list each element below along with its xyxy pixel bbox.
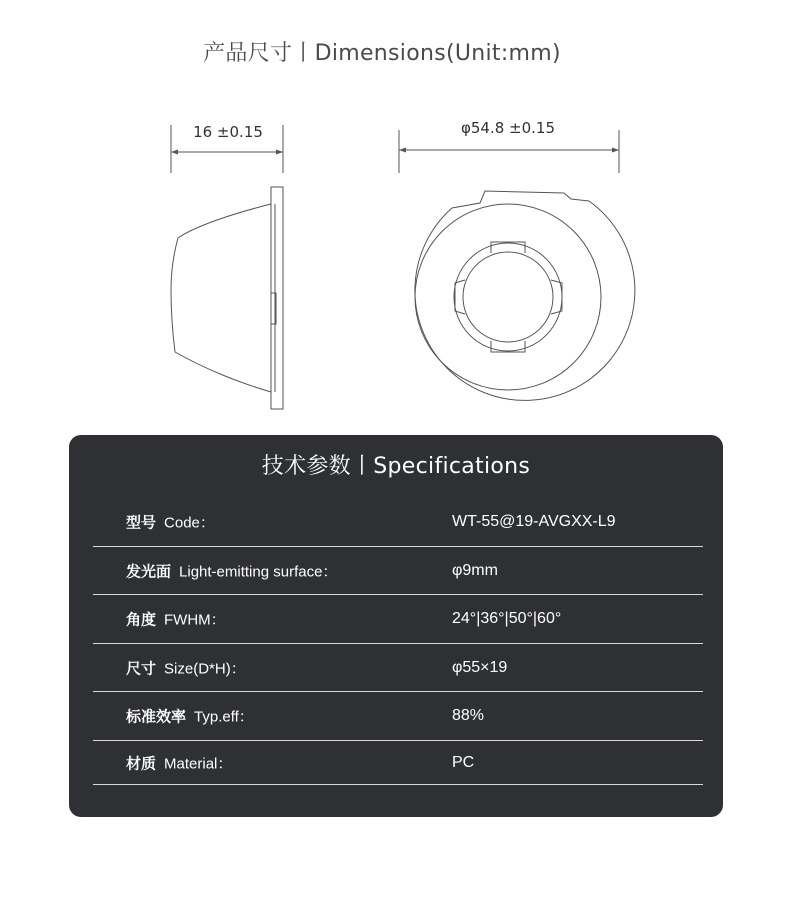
spec-value: PC xyxy=(452,753,475,771)
spec-label-zh: 角度 xyxy=(126,610,157,629)
spec-label-zh: 发光面 xyxy=(126,562,172,580)
spec-label xyxy=(126,560,337,581)
spec-label-en: Light-emitting surface： xyxy=(179,563,338,580)
lens-front-view xyxy=(415,191,635,400)
spec-label-en: Size(D*H)： xyxy=(164,660,246,677)
spec-label xyxy=(126,512,215,533)
spec-value: WT-55@19-AVGXX-L9 xyxy=(452,513,616,530)
spec-label xyxy=(126,657,246,678)
lens-side-view xyxy=(171,187,283,409)
spec-label-en: Typ.eff： xyxy=(194,708,254,726)
technical-drawing xyxy=(0,0,790,430)
spec-label-zh: 尺寸 xyxy=(126,659,157,677)
spec-value: φ55×19 xyxy=(452,658,508,676)
spec-label-en: FWHM： xyxy=(164,611,226,629)
spec-row-code xyxy=(93,498,703,547)
specifications-panel xyxy=(69,435,723,817)
spec-row-typ-eff xyxy=(93,692,703,741)
spec-label-zh: 标准效率 xyxy=(126,707,187,726)
spec-value: 88% xyxy=(452,707,485,724)
specifications-title: 技术参数丨Specifications xyxy=(261,454,531,479)
spec-value: 24°|36°|50°|60° xyxy=(452,610,562,627)
spec-row-size xyxy=(93,644,703,692)
spec-label-zh: 材质 xyxy=(126,754,157,772)
dimensions-title: 产品尺寸丨Dimensions(Unit:mm) xyxy=(203,41,561,66)
spec-label xyxy=(126,752,232,773)
spec-label-en: Material： xyxy=(164,755,233,772)
spec-label-zh: 型号 xyxy=(126,513,157,532)
spec-label xyxy=(126,609,226,630)
spec-value: φ9mm xyxy=(452,561,498,579)
spec-label-en: Code： xyxy=(164,514,215,532)
spec-row-fwhm xyxy=(93,595,703,644)
diameter-label: φ54.8 ±0.15 xyxy=(460,119,556,137)
side-width-label: 16 ±0.15 xyxy=(193,123,263,141)
spec-row-light-emitting-surface xyxy=(93,547,703,595)
spec-row-material xyxy=(93,741,703,785)
spec-label xyxy=(126,706,254,727)
